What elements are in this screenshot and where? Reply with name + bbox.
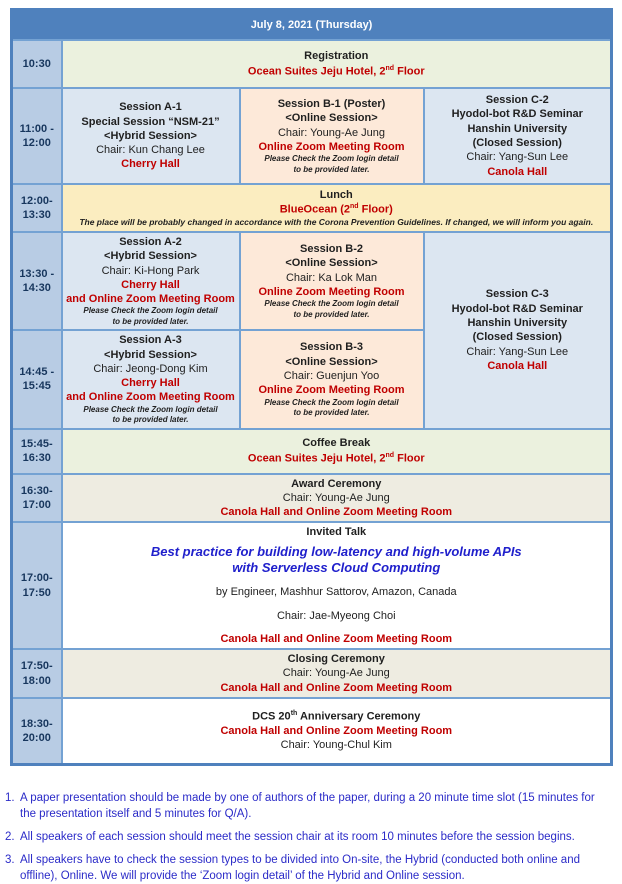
session-title-line: Session C-2 [485, 94, 549, 107]
session-title-line: Session B-2 [300, 243, 363, 256]
event-title: Lunch [319, 188, 353, 201]
time-start: 11:00 - [19, 122, 54, 135]
schedule-table [10, 8, 613, 766]
cell-coffee-break [62, 429, 612, 474]
venue-line: Canola Hall and Online Zoom Meeting Room [220, 681, 453, 694]
lunch-note-line: The place will be probably changed in accordance with the Corona Prevention Guidelines. If changed, we will inform you again. [79, 217, 594, 228]
time-start: 16:30- [20, 484, 53, 497]
time-cell-invited [12, 522, 62, 649]
time-end: 20:00 [22, 732, 51, 744]
cell-session-c2 [424, 88, 612, 184]
chair-line: Chair: Young-Ae Jung [282, 667, 390, 680]
session-title-line: Session A-1 [119, 101, 182, 114]
session-org-line: Hanshin University [467, 122, 568, 135]
chair-line: Chair: Young-Ae Jung [277, 126, 386, 139]
chair-line: Chair: Yang-Sun Lee [466, 151, 569, 164]
time-start: 12:00- [20, 194, 53, 207]
session-type-line: (Closed Session) [472, 331, 562, 344]
time-end: 12:00 [22, 137, 51, 149]
session-type-line: <Online Session> [285, 257, 378, 270]
zoom-note-line: Please Check the Zoom login detail [264, 299, 399, 309]
note-item [5, 852, 613, 884]
talk-title-line: Best practice for building low-latency and high-volume APIs [150, 543, 522, 559]
talk-title-line: with Serverless Cloud Computing [232, 559, 441, 575]
venue-line: Cherry Hall [121, 278, 180, 291]
header-row [12, 10, 612, 41]
time-cell-lunch [12, 184, 62, 232]
row-registration [12, 40, 612, 88]
row-slot-1100-1200 [12, 88, 612, 184]
venue-line: Ocean Suites Jeju Hotel, 2nd Floor [247, 64, 425, 78]
time-end: 14:30 [22, 282, 51, 295]
note-text: All speakers of each session should meet the session chair at its room 10 minutes before the session begins. [20, 831, 575, 844]
venue-line: Online Zoom Meeting Room [258, 286, 405, 299]
cell-session-a3 [62, 330, 240, 428]
chair-line: Chair: Young-Ae Jung [282, 491, 390, 504]
session-subtitle-line: Hyodol-bot R&D Seminar [451, 108, 583, 121]
cell-session-b3 [240, 330, 424, 428]
cell-session-c3 [424, 232, 612, 429]
cell-award-ceremony [62, 474, 612, 523]
time-end: 13:30 [22, 209, 51, 221]
cell-invited-talk [62, 522, 612, 649]
cell-registration [62, 40, 612, 88]
time-start: 17:00- [20, 572, 53, 585]
time-end: 17:50 [22, 586, 51, 599]
venue-line: Online Zoom Meeting Room [258, 140, 405, 153]
speaker-line: by Engineer, Mashhur Sattorov, Amazon, Canada [215, 586, 457, 599]
venue-line: BlueOcean (2nd Floor) [279, 203, 393, 216]
session-type-line: <Hybrid Session> [104, 250, 197, 263]
event-title: Coffee Break [302, 437, 371, 450]
time-cell-slot1 [12, 88, 62, 184]
venue-line: Ocean Suites Jeju Hotel, 2nd Floor [247, 451, 425, 465]
session-subtitle-line: Special Session “NSM-21” [81, 115, 220, 128]
time-end: 17:00 [22, 498, 51, 511]
cell-session-a2 [62, 232, 240, 330]
note-item [5, 829, 613, 845]
event-title: Invited Talk [306, 526, 367, 539]
note-item [5, 790, 613, 822]
event-title: DCS 20th Anniversary Ceremony [252, 710, 421, 723]
zoom-note-line: Please Check the Zoom login detail [83, 404, 218, 414]
venue-line: Canola Hall and Online Zoom Meeting Room [220, 725, 453, 738]
venue-line: Canola Hall and Online Zoom Meeting Room [220, 506, 453, 519]
zoom-note-line: Please Check the Zoom login detail [83, 306, 218, 316]
chair-line: Chair: Yang-Sun Lee [466, 345, 569, 358]
time-start: 18:30- [20, 717, 53, 730]
row-dcs-anniversary [12, 698, 612, 765]
cell-closing-ceremony [62, 649, 612, 698]
cell-dcs-anniversary [62, 698, 612, 765]
time-cell-slot3 [12, 330, 62, 428]
cell-session-b1 [240, 88, 424, 184]
venue-line: Cherry Hall [121, 377, 180, 390]
session-title-line: Session A-3 [119, 334, 182, 347]
row-award-ceremony [12, 474, 612, 523]
time-end: 15:45 [22, 380, 51, 393]
time-start: 17:50- [20, 660, 53, 673]
session-title-line: Session B-3 [300, 341, 363, 354]
event-title: Closing Ceremony [287, 653, 385, 666]
note-number: 3. [5, 854, 15, 867]
chair-line: Chair: Young-Chul Kim [280, 739, 392, 752]
venue-line: and Online Zoom Meeting Room [66, 391, 235, 404]
venue-line: and Online Zoom Meeting Room [66, 293, 235, 306]
event-title: Registration [304, 50, 369, 63]
page-title: July 8, 2021 (Thursday) [12, 10, 612, 41]
zoom-note-line: to be provided later. [293, 309, 370, 319]
time-cell-award [12, 474, 62, 523]
row-slot-1330-1430 [12, 232, 612, 330]
row-coffee-break [12, 429, 612, 474]
time-start: 15:45- [20, 437, 53, 450]
note-text: A paper presentation should be made by one of authors of the paper, during a 20 minute time slot (15 minutes for the presentation itself and 5 minutes for Q/A). [20, 792, 595, 821]
zoom-note-line: Please Check the Zoom login detail [264, 154, 399, 164]
session-type-line: <Hybrid Session> [104, 129, 197, 142]
zoom-note-line: to be provided later. [112, 316, 189, 326]
session-type-line: <Online Session> [285, 355, 378, 368]
chair-line: Chair: Ki-Hong Park [101, 264, 200, 277]
time-cell-registration [12, 40, 62, 88]
event-title: Award Ceremony [291, 477, 382, 490]
time-end: 16:30 [22, 452, 51, 465]
time-start: 13:30 - [19, 267, 55, 280]
zoom-note-line: to be provided later. [293, 164, 370, 174]
venue-line: Canola Hall [487, 359, 548, 372]
session-type-line: <Hybrid Session> [104, 348, 197, 361]
session-title-line: Session A-2 [119, 236, 182, 248]
venue-line: Cherry Hall [121, 158, 180, 171]
session-type-line: (Closed Session) [472, 137, 562, 149]
chair-line: Chair: Ka Lok Man [285, 271, 378, 284]
venue-line: Canola Hall [487, 165, 548, 178]
footer-notes [5, 790, 613, 884]
zoom-note-line: to be provided later. [112, 415, 189, 425]
venue-line: Online Zoom Meeting Room [258, 384, 405, 397]
session-org-line: Hanshin University [467, 316, 568, 329]
chair-line: Chair: Kun Chang Lee [96, 144, 205, 157]
time-cell-closing [12, 649, 62, 698]
session-title-line: Session B-1 (Poster) [277, 98, 386, 111]
row-invited-talk [12, 522, 612, 649]
row-closing-ceremony [12, 649, 612, 698]
time-end: 18:00 [22, 674, 51, 687]
time-cell-dcs [12, 698, 62, 765]
note-number: 2. [5, 831, 15, 844]
zoom-note-line: to be provided later. [293, 407, 370, 417]
chair-line: Chair: Jae-Myeong Choi [276, 609, 396, 622]
time-cell-slot2 [12, 232, 62, 330]
time-start: 14:45 - [19, 366, 55, 379]
session-subtitle-line: Hyodol-bot R&D Seminar [451, 302, 583, 315]
chair-line: Chair: Guenjun Yoo [283, 370, 380, 382]
zoom-note-line: Please Check the Zoom login detail [264, 397, 399, 407]
conference-program-page [0, 8, 622, 883]
chair-line: Chair: Jeong-Dong Kim [93, 362, 208, 375]
time-label: 10:30 [22, 57, 51, 70]
note-number: 1. [5, 792, 15, 804]
cell-lunch [62, 184, 612, 232]
venue-line: Canola Hall and Online Zoom Meeting Room [220, 632, 453, 645]
session-type-line: <Online Session> [285, 112, 378, 125]
note-text: All speakers have to check the session types to be divided into On-site, the Hybrid (conducted both online and offline), Online. We will provide the ‘Zoom login detail’ of the Hybrid and Online session. [20, 854, 580, 883]
row-lunch [12, 184, 612, 232]
session-title-line: Session C-3 [485, 288, 549, 301]
time-cell-coffee [12, 429, 62, 474]
cell-session-a1 [62, 88, 240, 184]
cell-session-b2 [240, 232, 424, 330]
